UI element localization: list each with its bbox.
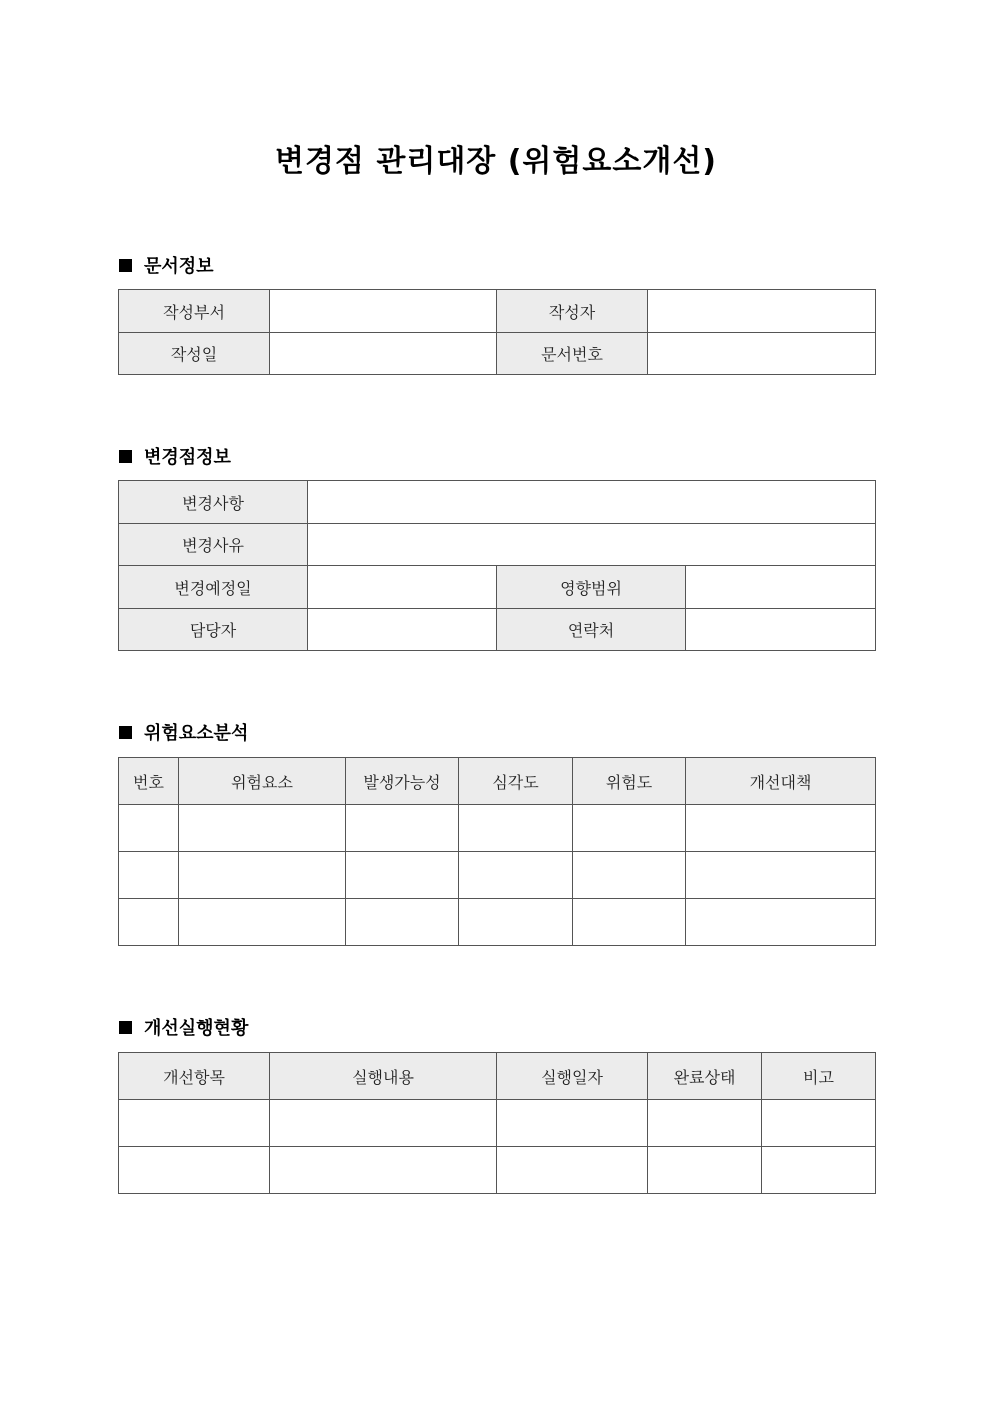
square-bullet-icon bbox=[119, 450, 132, 463]
table-row bbox=[119, 899, 876, 946]
column-header-remarks: 비고 bbox=[762, 1053, 876, 1100]
table-cell[interactable] bbox=[648, 1147, 762, 1194]
table-cell[interactable] bbox=[497, 1147, 648, 1194]
table-cell[interactable] bbox=[459, 805, 573, 852]
written-date-field[interactable] bbox=[270, 333, 497, 375]
table-cell[interactable] bbox=[573, 899, 686, 946]
square-bullet-icon bbox=[119, 726, 132, 739]
planned-date-field[interactable] bbox=[308, 566, 497, 609]
contact-field[interactable] bbox=[686, 609, 876, 651]
table-cell[interactable] bbox=[119, 852, 179, 899]
table-header-row bbox=[119, 758, 876, 805]
change-reason-field[interactable] bbox=[308, 524, 876, 566]
table-cell[interactable] bbox=[686, 852, 876, 899]
column-header-likelihood: 발생가능성 bbox=[346, 758, 459, 805]
column-header-risk-level: 위험도 bbox=[573, 758, 686, 805]
table-cell[interactable] bbox=[119, 1147, 270, 1194]
table-cell[interactable] bbox=[762, 1147, 876, 1194]
section-heading-risk-analysis bbox=[119, 720, 248, 744]
table-cell[interactable] bbox=[119, 1100, 270, 1147]
table-cell[interactable] bbox=[648, 1100, 762, 1147]
table-row bbox=[119, 481, 876, 524]
table-cell[interactable] bbox=[497, 1100, 648, 1147]
section-title: 문서정보 bbox=[144, 256, 214, 277]
section-heading-change-info bbox=[119, 444, 231, 468]
change-info-table bbox=[118, 480, 876, 651]
table-cell[interactable] bbox=[119, 805, 179, 852]
label-doc-number: 문서번호 bbox=[497, 333, 648, 375]
column-header-severity: 심각도 bbox=[459, 758, 573, 805]
table-row bbox=[119, 333, 876, 375]
section-title: 변경점정보 bbox=[144, 447, 231, 468]
table-cell[interactable] bbox=[686, 899, 876, 946]
table-cell[interactable] bbox=[346, 805, 459, 852]
section-heading-improvement bbox=[119, 1015, 248, 1039]
label-impact-scope: 영향범위 bbox=[497, 566, 686, 609]
table-header-row bbox=[119, 1053, 876, 1100]
table-cell[interactable] bbox=[119, 899, 179, 946]
label-author-dept: 작성부서 bbox=[119, 290, 270, 333]
label-change-reason: 변경사유 bbox=[119, 524, 308, 566]
table-row bbox=[119, 852, 876, 899]
doc-number-field[interactable] bbox=[648, 333, 876, 375]
table-row bbox=[119, 609, 876, 651]
table-cell[interactable] bbox=[686, 805, 876, 852]
table-cell[interactable] bbox=[270, 1147, 497, 1194]
label-author: 작성자 bbox=[497, 290, 648, 333]
label-planned-date: 변경예정일 bbox=[119, 566, 308, 609]
table-row bbox=[119, 805, 876, 852]
label-contact: 연락처 bbox=[497, 609, 686, 651]
column-header-improvement-item: 개선항목 bbox=[119, 1053, 270, 1100]
author-dept-field[interactable] bbox=[270, 290, 497, 333]
table-cell[interactable] bbox=[346, 899, 459, 946]
table-row bbox=[119, 290, 876, 333]
table-cell[interactable] bbox=[459, 899, 573, 946]
table-row bbox=[119, 566, 876, 609]
section-title: 개선실행현황 bbox=[144, 1018, 249, 1039]
author-field[interactable] bbox=[648, 290, 876, 333]
square-bullet-icon bbox=[119, 1021, 132, 1034]
column-header-completion-status: 완료상태 bbox=[648, 1053, 762, 1100]
column-header-number: 번호 bbox=[119, 758, 179, 805]
change-item-field[interactable] bbox=[308, 481, 876, 524]
impact-scope-field[interactable] bbox=[686, 566, 876, 609]
label-change-item: 변경사항 bbox=[119, 481, 308, 524]
table-cell[interactable] bbox=[270, 1100, 497, 1147]
column-header-action-date: 실행일자 bbox=[497, 1053, 648, 1100]
doc-info-table bbox=[118, 289, 876, 375]
table-cell[interactable] bbox=[459, 852, 573, 899]
table-cell[interactable] bbox=[179, 805, 346, 852]
square-bullet-icon bbox=[119, 259, 132, 272]
table-cell[interactable] bbox=[179, 852, 346, 899]
table-row bbox=[119, 1147, 876, 1194]
page-title: 변경점 관리대장 (위험요소개선) bbox=[274, 144, 718, 179]
section-title: 위험요소분석 bbox=[144, 723, 249, 744]
label-person-in-charge: 담당자 bbox=[119, 609, 308, 651]
person-in-charge-field[interactable] bbox=[308, 609, 497, 651]
column-header-action-detail: 실행내용 bbox=[270, 1053, 497, 1100]
label-written-date: 작성일 bbox=[119, 333, 270, 375]
table-cell[interactable] bbox=[179, 899, 346, 946]
risk-analysis-table bbox=[118, 757, 876, 946]
table-row bbox=[119, 1100, 876, 1147]
section-heading-doc-info bbox=[119, 253, 214, 277]
table-cell[interactable] bbox=[346, 852, 459, 899]
improvement-table bbox=[118, 1052, 876, 1194]
table-cell[interactable] bbox=[573, 805, 686, 852]
table-row bbox=[119, 524, 876, 566]
column-header-risk-factor: 위험요소 bbox=[179, 758, 346, 805]
table-cell[interactable] bbox=[762, 1100, 876, 1147]
table-cell[interactable] bbox=[573, 852, 686, 899]
column-header-countermeasure: 개선대책 bbox=[686, 758, 876, 805]
